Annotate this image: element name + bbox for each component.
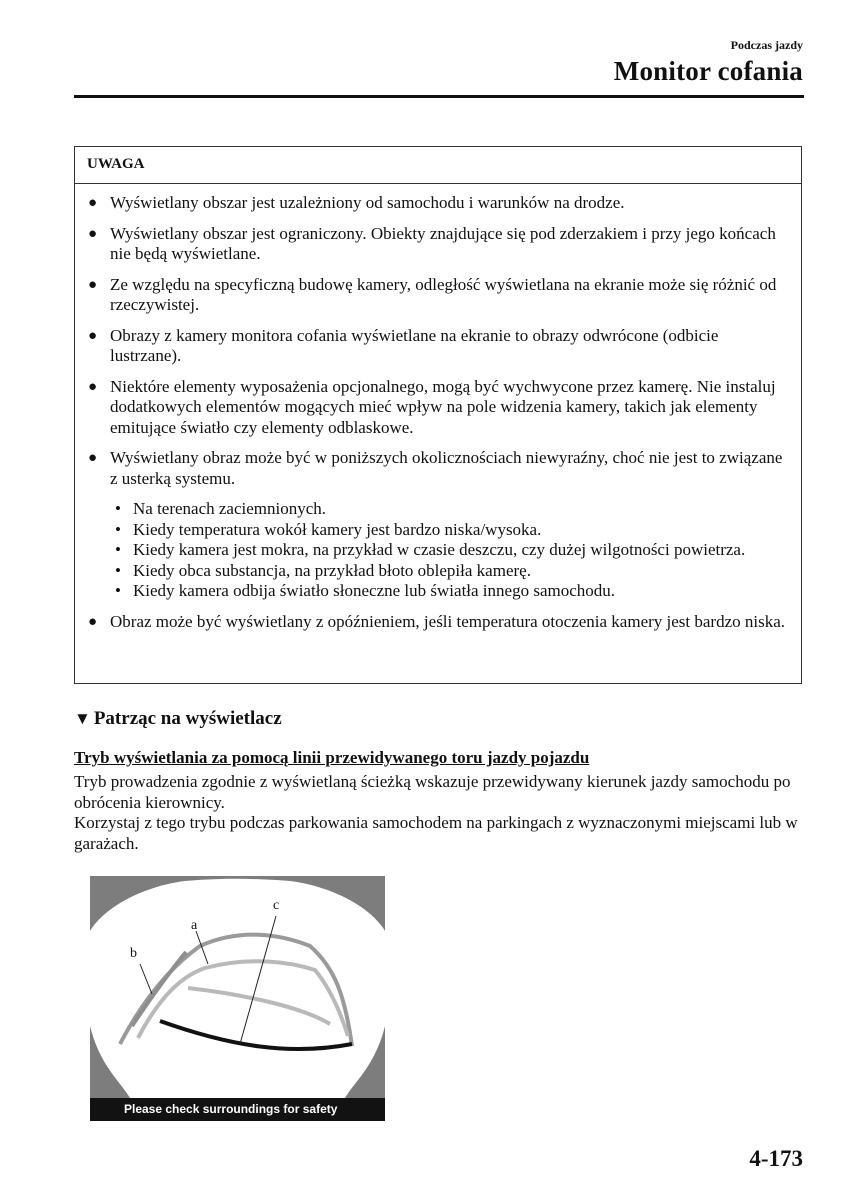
sub-list-item	[110, 561, 787, 582]
section-heading	[74, 708, 282, 730]
list-item-text: Obrazy z kamery monitora cofania wyświetlane na ekranie to obrazy odwrócone (odbicie lustrzane).	[110, 325, 719, 365]
subsection-heading: Tryb wyświetlania za pomocą linii przewidywanego toru jazdy pojazdu	[74, 748, 590, 767]
bullet-icon: ●	[88, 276, 98, 293]
camera-view-illustration	[90, 876, 385, 1098]
safety-banner: Please check surroundings for safety	[90, 1098, 385, 1121]
list-item	[87, 224, 787, 265]
paragraph: Korzystaj z tego trybu podczas parkowania samochodem na parkingach z wyznaczonymi miejscami lub w garażach.	[74, 813, 798, 853]
list-item	[87, 377, 787, 439]
note-box	[74, 146, 802, 684]
sub-list-item-text: Na terenach zaciemnionych.	[133, 499, 327, 518]
title-rule	[74, 95, 804, 98]
sub-bullet-icon: •	[115, 581, 121, 600]
sub-list-item	[110, 540, 787, 561]
section-heading-text: Patrząc na wyświetlacz	[93, 708, 282, 729]
sub-list-item	[110, 499, 787, 520]
sub-list-item-text: Kiedy obca substancja, na przykład błoto oblepiła kamerę.	[133, 560, 531, 580]
sub-bullet-icon: •	[115, 560, 121, 580]
sub-list-item-text: Kiedy kamera odbija światło słoneczne lub światła innego samochodu.	[133, 581, 616, 600]
list-item	[87, 193, 787, 214]
callout-label-c: c	[273, 898, 280, 913]
rear-camera-figure	[90, 876, 385, 1121]
paragraph: Tryb prowadzenia zgodnie z wyświetlaną ścieżką wskazuje przewidywany kierunek jazdy samochodu po obrócenia kierownicy.	[74, 772, 791, 812]
triangle-down-icon: ▼	[74, 709, 91, 728]
list-item-text: Wyświetlany obszar jest ograniczony. Obiekty znajdujące się pod zderzakiem i przy jego końcach nie będą wyświetlane.	[110, 223, 776, 263]
list-item-text: Niektóre elementy wyposażenia opcjonalnego, mogą być wychwycone przez kamerę. Nie instaluj dodatkowych elementów mogących mieć wpływ na pole widzenia kamery, takich jak elementy emitujące światło czy elementy odblaskowe.	[110, 376, 776, 437]
sub-list	[110, 499, 787, 602]
section-label: Podczas jazdy	[730, 38, 803, 52]
bullet-icon: ●	[88, 195, 98, 211]
list-item	[87, 612, 787, 633]
bullet-icon: ●	[88, 450, 98, 466]
page-title: Monitor cofania	[613, 56, 803, 86]
sub-list-item	[110, 581, 787, 602]
list-item	[87, 326, 787, 367]
callout-label-a: a	[191, 918, 198, 933]
sub-list-item-text: Kiedy kamera jest mokra, na przykład w czasie deszczu, czy dużej wilgotności powietrza.	[133, 540, 746, 559]
sub-bullet-icon: •	[115, 499, 121, 518]
sub-bullet-icon: •	[115, 540, 121, 559]
note-heading: UWAGA	[75, 147, 801, 184]
sub-list-item-text: Kiedy temperatura wokół kamery jest bardzo niska/wysoka.	[133, 519, 542, 539]
list-item-text: Wyświetlany obszar jest uzależniony od samochodu i warunków na drodze.	[110, 193, 625, 212]
list-item-text: Obraz może być wyświetlany z opóźnieniem, jeśli temperatura otoczenia kamery jest bardzo niska.	[110, 611, 786, 631]
body-text	[74, 772, 814, 854]
list-item	[87, 448, 787, 602]
bullet-icon: ●	[88, 613, 98, 630]
list-item-text: Ze względu na specyficzną budowę kamery, odległość wyświetlana na ekranie może się różnić od rzeczywistej.	[110, 274, 777, 314]
list-item-text: Wyświetlany obraz może być w poniższych okolicznościach niewyraźny, choć nie jest to związane z usterką systemu.	[110, 448, 783, 488]
callout-label-b: b	[130, 946, 137, 961]
sub-bullet-icon: •	[115, 519, 121, 539]
bullet-icon: ●	[88, 327, 98, 344]
page-number: 4-173	[749, 1146, 803, 1171]
note-list	[75, 184, 801, 632]
bullet-icon: ●	[88, 225, 98, 242]
sub-list-item	[110, 520, 787, 541]
list-item	[87, 275, 787, 316]
bullet-icon: ●	[88, 378, 98, 395]
